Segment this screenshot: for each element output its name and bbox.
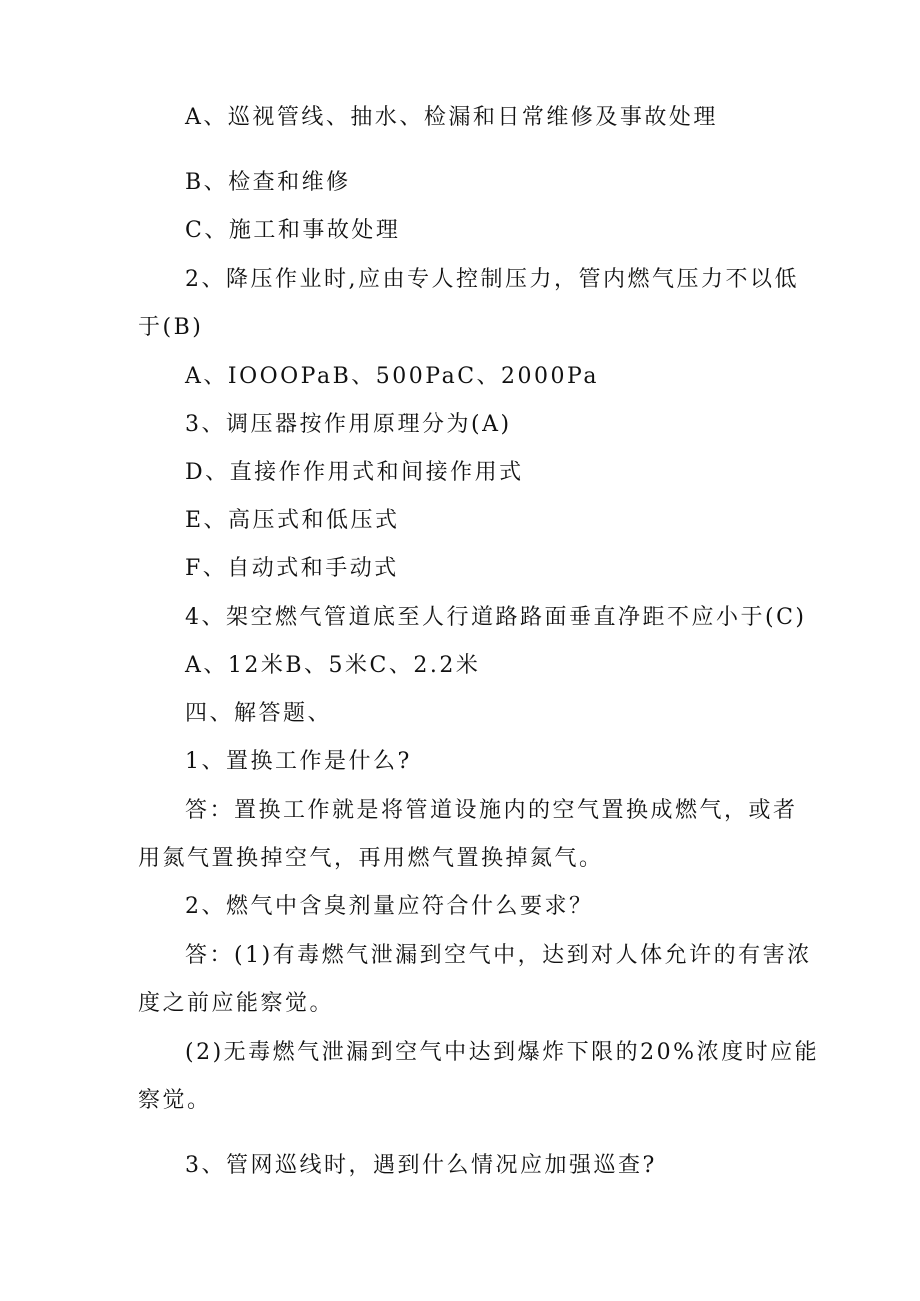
question-2-options: A、IOOOPaB、500PaC、2000Pa	[185, 364, 599, 389]
question-4-options: A、12米B、5米C、2.2米	[185, 653, 481, 678]
section-heading-answers: 四、解答题、	[185, 701, 333, 726]
answer-question-1: 1、置换工作是什么?	[185, 749, 412, 774]
question-3: 3、调压器按作用原理分为(A)	[185, 412, 512, 437]
answer-1-line-1: 答：置换工作就是将管道设施内的空气置换成燃气，或者	[185, 798, 798, 823]
question-2-line-1: 2、降压作业时,应由专人控制压力，管内燃气压力不以低	[185, 267, 799, 292]
answer-2-line-4: 察觉。	[138, 1088, 212, 1113]
option-c-construction: C、施工和事故处理	[185, 218, 401, 243]
answer-2-line-2: 度之前应能察觉。	[138, 991, 335, 1016]
answer-2-line-1: 答：(1)有毒燃气泄漏到空气中，达到对人体允许的有害浓	[185, 943, 812, 968]
option-d-direct: D、直接作作用式和间接作用式	[185, 460, 524, 485]
question-2-line-2: 于(B)	[138, 315, 204, 340]
option-a-patrol: A、巡视管线、抽水、检漏和日常维修及事故处理	[185, 105, 718, 130]
answer-2-line-3: (2)无毒燃气泄漏到空气中达到爆炸下限的20%浓度时应能	[185, 1040, 820, 1065]
option-e-pressure: E、高压式和低压式	[185, 508, 400, 533]
option-f-automatic: F、自动式和手动式	[185, 556, 399, 581]
answer-1-line-2: 用氮气置换掉空气，再用燃气置换掉氮气。	[138, 846, 604, 871]
answer-question-2: 2、燃气中含臭剂量应符合什么要求？	[185, 894, 594, 919]
answer-question-3: 3、管网巡线时，遇到什么情况应加强巡查?	[185, 1153, 657, 1178]
question-4: 4、架空燃气管道底至人行道路路面垂直净距不应小于(C)	[185, 605, 807, 630]
option-b-inspect: B、检查和维修	[185, 170, 351, 195]
